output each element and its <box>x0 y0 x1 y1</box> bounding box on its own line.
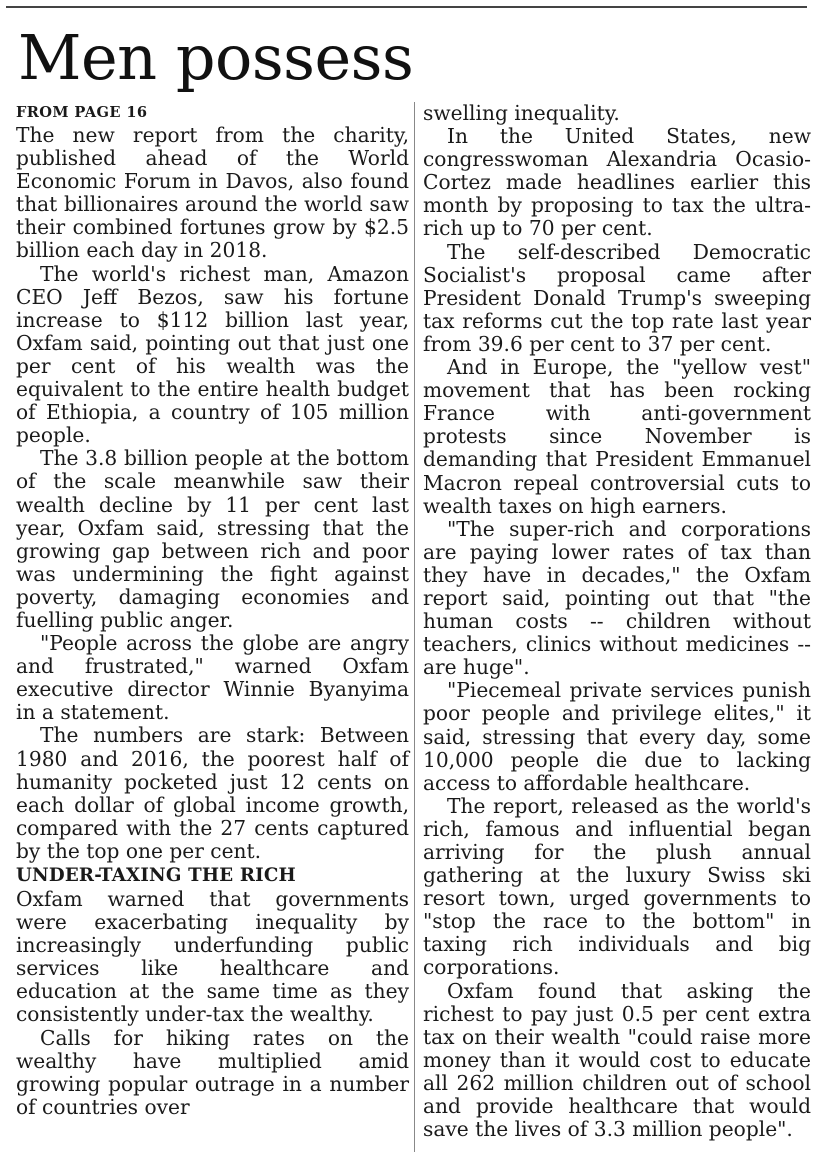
article-paragraph: Calls for hiking rates on the wealthy have multiplied amid growing popular outrage in a number of countries over <box>16 1025 409 1119</box>
top-rule <box>6 6 807 8</box>
article-paragraph: The new report from the charity, published ahead of the World Economic Forum in Davos, also found that billionaires around the world saw their combined fortunes grow by $2.5 billion each day in 2018. <box>16 123 409 263</box>
article-paragraph: Oxfam warned that governments were exacerbating inequality by increasingly underfunding public services like healthcare and education at the same time as they consistently under-tax the wealthy. <box>16 887 409 1027</box>
right-column <box>423 102 811 1141</box>
article-paragraph: The report, released as the world's rich, famous and influential began arriving for the plush annual gathering at the luxury Swiss ski resort town, urged governments to "stop the race to the bottom" in taxing rich individuals and big corporations. <box>423 793 811 980</box>
article-paragraph: The self-described Democratic Socialist's proposal came after President Donald Trump's sweeping tax reforms cut the top rate last year from 39.6 per cent to 37 per cent. <box>423 239 811 356</box>
article-paragraph: And in Europe, the "yellow vest" movement that has been rocking France with anti-government protests since November is demanding that President Emmanuel Macron repeal controversial cuts to wealth taxes on high earners. <box>423 355 811 518</box>
article-paragraph: swelling inequality. <box>423 101 620 125</box>
left-column <box>16 102 409 1119</box>
article-paragraph: "People across the globe are angry and frustrated," warned Oxfam executive director Winnie Byanyima in a statement. <box>16 631 409 725</box>
article-paragraph: The 3.8 billion people at the bottom of the scale meanwhile saw their wealth decline by 11 per cent last year, Oxfam said, stressing that the growing gap between rich and poor was undermining the fight against poverty, damaging economies and fuelling public anger. <box>16 446 409 632</box>
article-paragraph: The world's richest man, Amazon CEO Jeff Bezos, saw his fortune increase to $112 billion last year, Oxfam said, pointing out that just one per cent of his wealth was the equivalent to the entire health budget of Ethiopia, a country of 105 million people. <box>16 261 409 448</box>
article-paragraph: In the United States, new congresswoman Alexandria Ocasio-Cortez made headlines earlier this month by proposing to tax the ultra-rich up to 70 per cent. <box>423 124 811 241</box>
article-paragraph: The numbers are stark: Between 1980 and 2016, the poorest half of humanity pocketed just 12 cents on each dollar of global income growth, compared with the 27 cents captured by the top one per cent. <box>16 723 409 863</box>
article-paragraph: "Piecemeal private services punish poor people and privilege elites," it said, stressing that every day, some 10,000 people die due to lacking access to affordable healthcare. <box>423 678 811 795</box>
column-divider <box>414 102 415 1152</box>
article-paragraph: Oxfam found that asking the richest to pay just 0.5 per cent extra tax on their wealth "could raise more money than it would cost to educate all 262 million children out of school and provide healthcare that would save the lives of 3.3 million people". <box>423 978 811 1142</box>
headline: Men possess <box>18 21 414 94</box>
article-paragraph: "The super-rich and corporations are paying lower rates of tax than they have in decades," the Oxfam report said, pointing out that "the human costs -- children without teachers, clinics without medicines -- are huge". <box>423 516 811 680</box>
section-subhead: UNDER-TAXING THE RICH <box>16 865 296 886</box>
jump-line: FROM PAGE 16 <box>16 104 148 121</box>
